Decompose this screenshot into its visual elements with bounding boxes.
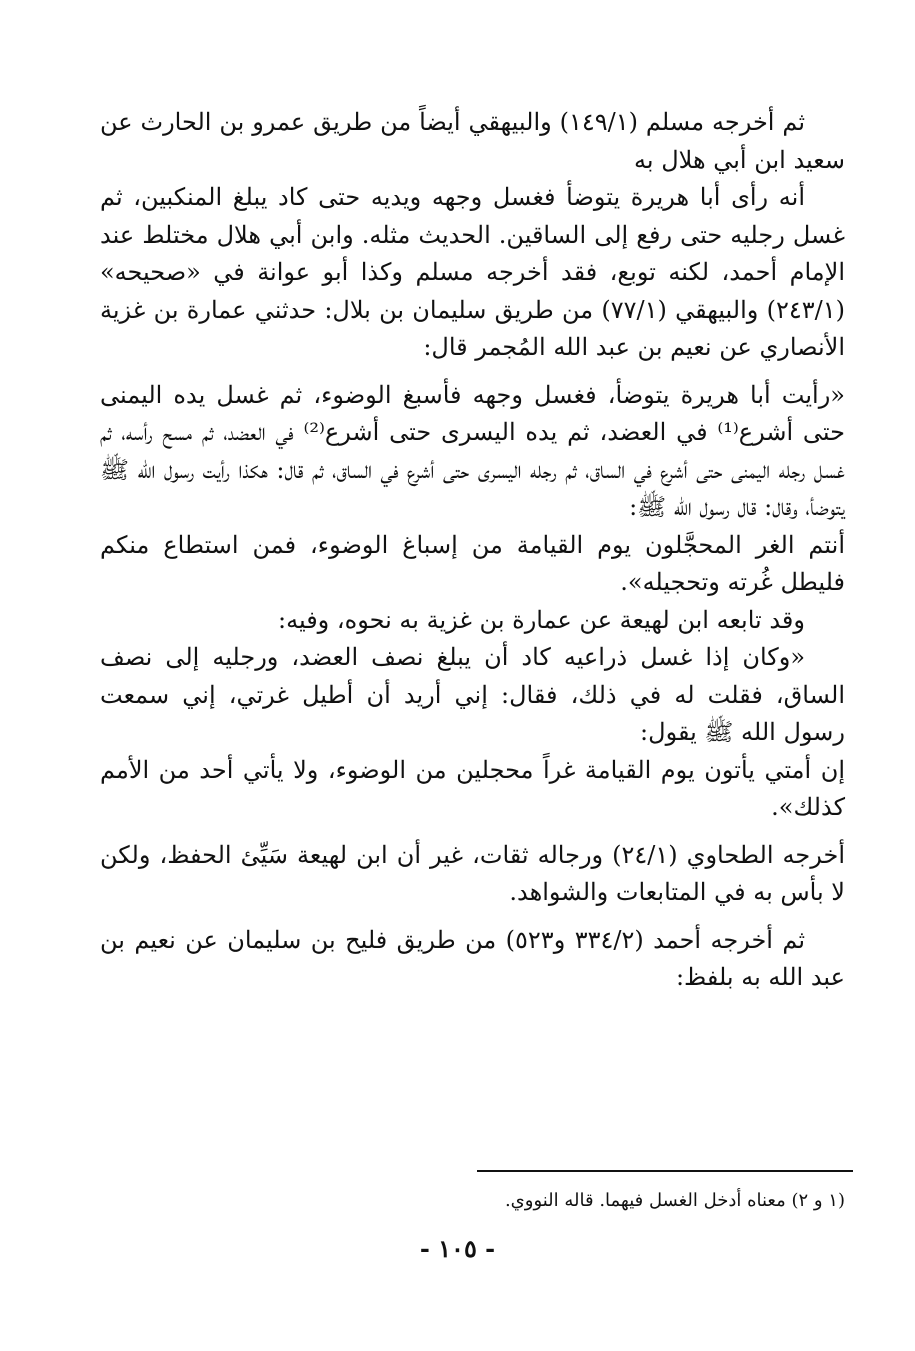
paragraph-4: أنتم الغر المحجَّلون يوم القيامة من إسباغ الوضوء، فمن استطاع منكم فليطل غُرته وتحجيله».: [100, 530, 845, 596]
paragraph-9: ثم أخرجه أحمد (٣٣٤/٢ و٥٢٣) من طريق فليح بن سليمان عن نعيم بن عبد الله به بلفظ:: [100, 925, 845, 991]
paragraph-8: أخرجه الطحاوي (٢٤/١) ورجاله ثقات، غير أن ابن لهيعة سَيِّئ الحفظ، ولكن لا بأس به في المتابعات والشواهد.: [100, 840, 845, 906]
paragraph-2: أنه رأى أبا هريرة يتوضأ فغسل وجهه ويديه حتى كاد يبلغ المنكبين، ثم غسل رجليه حتى رفع إلى الساقين. الحديث مثله. وابن أبي هلال مختلط عند الإمام أحمد، لكنه توبع، فقد أخرجه مسلم وكذا أبو عوانة في «صحيحه» (٢٤٣/١) والبيهقي (٧٧/١) من طريق سليمان بن بلال: حدثني عمارة بن غزية الأنصاري عن نعيم بن عبد الله المُجمر قال:: [100, 183, 845, 361]
paragraph-5: وقد تابعه ابن لهيعة عن عمارة بن غزية به نحوه، وفيه:: [278, 605, 805, 634]
footnote: (١ و ٢) معناه أدخل الغسل فيهما. قاله النووي.: [504, 1190, 845, 1211]
footnote-divider: [477, 1170, 853, 1172]
paragraph-1: ثم أخرجه مسلم (١٤٩/١) والبيهقي أيضاً من طريق عمرو بن الحارث عن سعيد ابن أبي هلال به: [100, 108, 845, 174]
paragraph-7: إن أمتي يأتون يوم القيامة غراً محجلين من الوضوء، ولا يأتي أحد من الأمم كذلك».: [100, 755, 846, 821]
body-text: [100, 104, 845, 997]
paragraph-3: «رأيت أبا هريرة يتوضأ، فغسل وجهه فأسبغ الوضوء، ثم غسل يده اليمنى حتى أشرع⁽¹⁾ في العضد، ثم يده اليسرى حتى أشرع⁽²⁾ في العضد، ثم مسح رأسه، ثم غسل رجله اليمنى حتى أشرع في الساق، ثم رجله اليسرى حتى أشرع في الساق، ثم قال: هكذا رأيت رسول الله ﷺ يتوضأ، وقال: قال رسول الله ﷺ:: [100, 380, 845, 521]
page-number: - ١٠٥ -: [419, 1234, 496, 1263]
paragraph-6: «وكان إذا غسل ذراعيه كاد أن يبلغ نصف العضد، ورجليه إلى نصف الساق، فقلت له في ذلك، فقال: إني أريد أن أطيل غرتي، إني سمعت رسول الله ﷺ يقول:: [100, 643, 845, 746]
